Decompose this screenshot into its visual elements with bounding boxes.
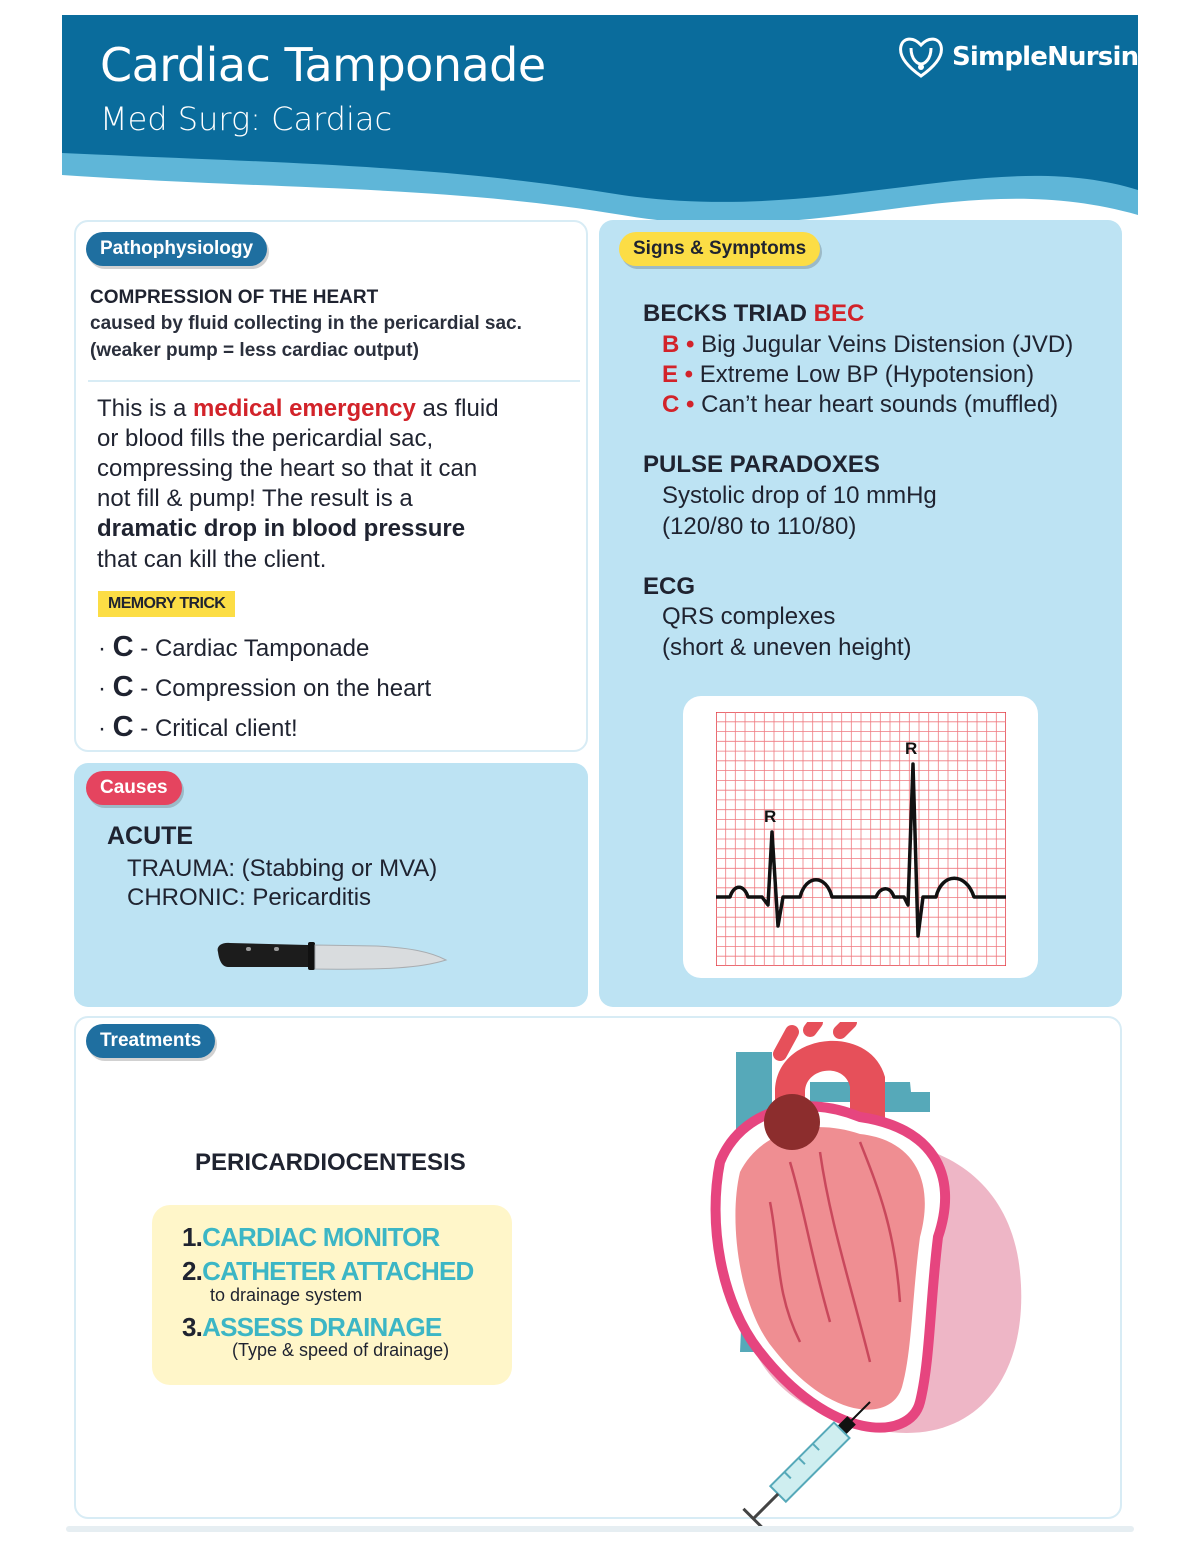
triad-text: Big Jugular Veins Distension (JVD) (701, 331, 1074, 358)
patho-para-a: This is a (97, 395, 194, 422)
memory-text: - Compression on the heart (133, 675, 432, 702)
patho-line-1: caused by fluid collecting in the pericardial sac. (90, 313, 522, 334)
triad-item (662, 391, 1058, 419)
stethoscope-heart-logo-icon (896, 34, 946, 80)
pathophysiology-pill: Pathophysiology (86, 232, 267, 266)
patho-para-line-3: compressing the heart so that it can (97, 455, 478, 482)
causes-pill: Causes (86, 771, 182, 805)
patho-divider (88, 380, 580, 382)
causes-line-2: CHRONIC: Pericarditis (127, 884, 372, 911)
treatment-step (182, 1256, 474, 1287)
memory-letter: C (112, 631, 134, 663)
patho-para-line-6: that can kill the client. (97, 546, 327, 573)
patho-para-b: as fluid (415, 395, 499, 422)
triad-letter: C • (662, 391, 702, 418)
triad-item (662, 361, 1034, 389)
triad-letter: E • (662, 361, 700, 388)
ecg-strip-icon (716, 712, 1006, 966)
step-subtext: (Type & speed of drainage) (232, 1340, 450, 1360)
treatment-step (182, 1312, 441, 1343)
memory-item: · C - Compression on the heart (98, 671, 432, 703)
memory-letter: C (112, 711, 134, 743)
signs-pill: Signs & Symptoms (619, 232, 820, 266)
step-text: CARDIAC MONITOR (202, 1222, 440, 1252)
triad-text: Can’t hear heart sounds (muffled) (701, 391, 1059, 418)
memory-text: - Critical client! (133, 715, 298, 742)
patho-para-bold: dramatic drop in blood pressure (97, 515, 466, 542)
step-number: 2. (182, 1256, 203, 1286)
ecg-r-label: R (905, 739, 918, 758)
patho-heading: COMPRESSION OF THE HEART (90, 287, 379, 308)
memory-letter: C (112, 671, 134, 703)
patho-para-line-4: not fill & pump! The result is a (97, 485, 413, 512)
ecg-r-label: R (764, 807, 777, 826)
treatments-pill: Treatments (86, 1024, 215, 1058)
treatment-step (182, 1222, 440, 1253)
memory-text: - Cardiac Tamponade (133, 635, 370, 662)
causes-line-1: TRAUMA: (Stabbing or MVA) (127, 855, 438, 882)
patho-para-line-1 (97, 395, 499, 423)
step-text: CATHETER ATTACHED (202, 1256, 474, 1286)
becks-emphasis: BEC (813, 300, 865, 327)
page-subtitle: Med Surg: Cardiac (100, 100, 393, 138)
pulse-heading: PULSE PARADOXES (643, 451, 880, 478)
step-number: 3. (182, 1312, 203, 1342)
page-title: Cardiac Tamponade (100, 38, 546, 92)
ecg-line-1: QRS complexes (662, 603, 836, 630)
knife-icon (216, 938, 448, 974)
triad-letter: B • (662, 331, 702, 358)
memory-item: · C - Cardiac Tamponade (98, 631, 370, 663)
memory-item: · C - Critical client! (98, 711, 298, 743)
step-number: 1. (182, 1222, 203, 1252)
causes-heading: ACUTE (107, 822, 194, 850)
brand-name: SimpleNursing (952, 42, 1157, 72)
patho-para-line-2: or blood fills the pericardial sac, (97, 425, 434, 452)
step-subtext: to drainage system (210, 1285, 363, 1305)
triad-item (662, 331, 1073, 359)
pulse-line-2: (120/80 to 110/80) (662, 513, 857, 540)
patho-emphasis: medical emergency (193, 395, 416, 422)
heart-illustration-icon (680, 1022, 1050, 1534)
pulse-line-1: Systolic drop of 10 mmHg (662, 482, 937, 509)
memory-trick-badge: MEMORY TRICK (98, 591, 235, 617)
brand-logo (896, 34, 1156, 80)
step-text: ASSESS DRAINAGE (202, 1312, 442, 1342)
ecg-line-2: (short & uneven height) (662, 634, 912, 661)
treatments-heading: PERICARDIOCENTESIS (195, 1149, 466, 1176)
ecg-heading: ECG (643, 573, 696, 600)
triad-text: Extreme Low BP (Hypotension) (699, 361, 1035, 388)
becks-heading (643, 300, 864, 328)
patho-line-2: (weaker pump = less cardiac output) (90, 340, 419, 361)
page-bottom-edge (66, 1526, 1134, 1532)
becks-label: BECKS TRIAD (643, 300, 814, 327)
